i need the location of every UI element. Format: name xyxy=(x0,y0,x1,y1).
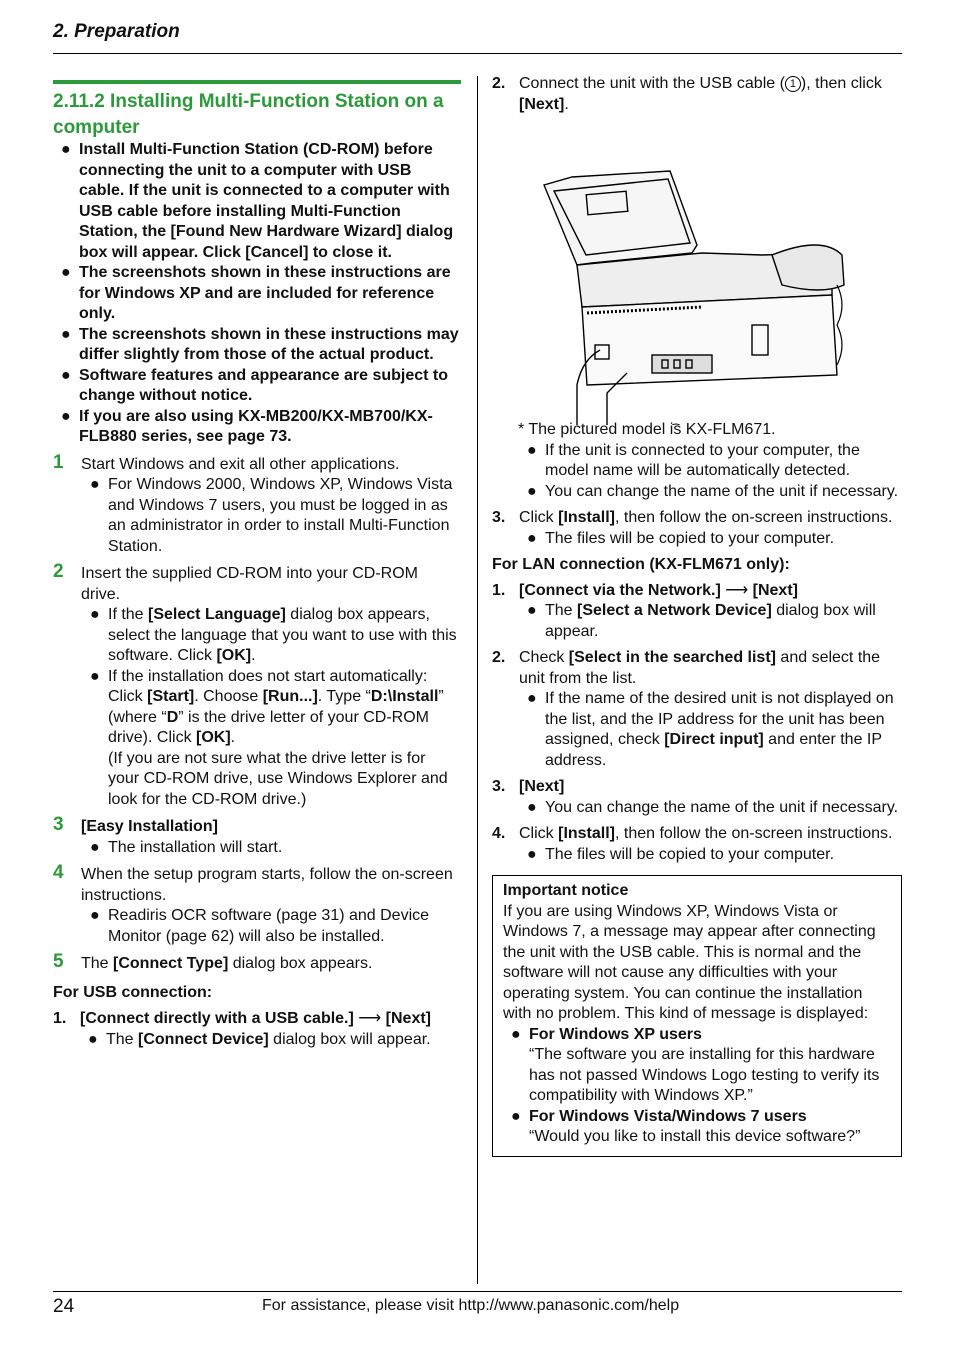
list-item: ● Software features and appearance are subject to change without notice. xyxy=(61,366,449,404)
lan-step-4: 4. Click [Install], then follow the on-screen instructions. xyxy=(492,825,893,842)
step-1: 1 Start Windows and exit all other applications. xyxy=(53,451,400,473)
step-3-note: ● The installation will start. xyxy=(53,838,461,859)
step-2: 2 Insert the supplied CD-ROM into your CD-ROM drive. xyxy=(53,561,418,603)
step-4-note: ● Readiris OCR software (page 31) and Device Monitor (page 62) will also be installed. xyxy=(90,907,430,945)
bullet-icon: ● xyxy=(88,1030,98,1048)
bullet-icon: ● xyxy=(527,482,537,500)
usb-step-1: 1. [Connect directly with a USB cable.] ⟶ [Next] xyxy=(53,1010,431,1027)
bullet-icon: ● xyxy=(90,476,100,493)
bullet-icon: ● xyxy=(61,366,71,384)
usb-step-1-note: ● The [Connect Device] dialog box will appear. xyxy=(53,1030,461,1051)
bullet-icon: ● xyxy=(527,798,537,816)
step-3: 3 [Easy Installation] xyxy=(53,814,218,835)
bullet-icon: ● xyxy=(527,529,537,547)
section-bar xyxy=(53,80,461,84)
notice-item-xp: ● For Windows XP users “The software you are installing for this hardware has not passed Windows Logo testing to verify its compatibility with Windows XP.” xyxy=(511,1025,880,1104)
lan-step-4-note: ● The files will be copied to your computer. xyxy=(492,845,902,866)
list-item: ● Install Multi-Function Station (CD-ROM) before connecting the unit to a computer with USB cable. If the unit is connected to a computer with USB cable before installing Multi-Function Station, the [Found New Hardware Wizard] dialog box will appear. Click [Cancel] to close it. xyxy=(61,141,454,261)
step-5: 5 The [Connect Type] dialog box appears. xyxy=(53,951,373,972)
circled-number: 1 xyxy=(785,76,801,92)
bullet-icon: ● xyxy=(90,667,100,685)
page-header-title: 2. Preparation xyxy=(53,21,180,42)
important-notice-box xyxy=(492,875,902,1157)
page-number: 24 xyxy=(53,1296,75,1317)
column-divider xyxy=(477,76,478,1284)
left-column xyxy=(53,80,461,1050)
lan-heading: For LAN connection (KX-FLM671 only): xyxy=(492,556,790,573)
right-column xyxy=(492,74,902,1157)
bullet-icon: ● xyxy=(61,407,71,425)
caption-note-1: ● If the unit is connected to your computer, the model name will be automatically detected. xyxy=(527,441,860,479)
bullet-icon: ● xyxy=(90,606,100,623)
footer-rule xyxy=(53,1291,902,1292)
footer-help-text: For assistance, please visit http://www.panasonic.com/help xyxy=(262,1297,680,1314)
step-2-note-paren: (If you are not sure what the drive letter is for your CD-ROM drive, use Windows Explorer and look for the CD-ROM drive.) xyxy=(108,749,448,808)
bullet-icon: ● xyxy=(61,325,71,343)
notice-title: Important notice xyxy=(503,882,629,899)
list-item: ● The screenshots shown in these instructions may differ slightly from those of the actual product. xyxy=(61,325,459,363)
notice-body: If you are using Windows XP, Windows Vista or Windows 7, a message may appear after connecting the unit with the USB cable. This is normal and the software will not cause any difficulties with your operating system. You can continue the installation with no problem. This kind of message is displayed: xyxy=(503,902,876,1022)
bullet-icon: ● xyxy=(527,690,537,707)
bullet-icon: ● xyxy=(527,602,537,619)
bullet-icon: ● xyxy=(61,264,71,281)
notice-item-vista: ● For Windows Vista/Windows 7 users “Would you like to install this device software?” xyxy=(511,1107,861,1145)
usb-step-3: 3. Click [Install], then follow the on-screen instructions. xyxy=(492,509,893,526)
lan-step-3: 3. [Next] xyxy=(492,778,565,795)
fax-machine-illustration xyxy=(492,135,902,425)
bullet-icon: ● xyxy=(527,845,537,863)
bullet-icon: ● xyxy=(90,907,100,924)
section-title: 2.11.2 Installing Multi-Function Station on a computer xyxy=(53,91,444,138)
list-item: ● If you are also using KX-MB200/KX-MB700/KX-FLB880 series, see page 73. xyxy=(61,407,433,445)
figure-caption: * The pictured model is KX-FLM671. xyxy=(518,421,776,438)
usb-heading: For USB connection: xyxy=(53,983,213,1001)
usb-step-2: 2. Connect the unit with the USB cable ( 1 ), then click [Next]. xyxy=(492,75,882,113)
lan-step-2: 2. Check [Select in the searched list] and select the unit from the list. xyxy=(492,649,881,687)
notes-list xyxy=(53,140,461,448)
step-1-note: ● For Windows 2000, Windows XP, Windows Vista and Windows 7 users, you must be logged in as an administrator in order to install Multi-Function Station. xyxy=(90,476,453,555)
bullet-icon: ● xyxy=(527,441,537,459)
bullet-icon: ● xyxy=(511,1025,521,1043)
handset xyxy=(772,245,844,290)
step-2-note-2: ● If the installation does not start automatically: Click [Start]. Choose [Run...]. Type “D:\Install” (where “D” is the drive letter of your CD-ROM drive). Click [OK]. (If you are not sure what the drive letter is for your CD-ROM drive, use Windows Explorer and look for the CD-ROM drive.) xyxy=(53,667,461,811)
lan-step-1: 1. [Connect via the Network.] ⟶ [Next] xyxy=(492,581,798,599)
usb-step-3-note: ● The files will be copied to your computer. xyxy=(492,529,902,550)
step-2-note-1: ● If the [Select Language] dialog box appears, select the language that you want to use with this software. Click [OK]. xyxy=(90,606,457,664)
header-rule xyxy=(53,53,902,54)
lan-step-1-note: ● The [Select a Network Device] dialog box will appear. xyxy=(527,602,876,640)
lan-step-3-note: ● You can change the name of the unit if necessary. xyxy=(492,798,902,819)
lan-step-2-note: ● If the name of the desired unit is not displayed on the list, and the IP address for the unit has been assigned, check [Direct input] and enter the IP address. xyxy=(527,690,894,769)
caption-note-2: ● You can change the name of the unit if necessary. xyxy=(492,482,902,503)
list-item: ● The screenshots shown in these instructions are for Windows XP and are included for reference only. xyxy=(61,264,451,322)
step-4: 4 When the setup program starts, follow the on-screen instructions. xyxy=(53,862,453,904)
bullet-icon: ● xyxy=(61,141,71,158)
bullet-icon: ● xyxy=(90,838,100,856)
bullet-icon: ● xyxy=(511,1107,521,1125)
